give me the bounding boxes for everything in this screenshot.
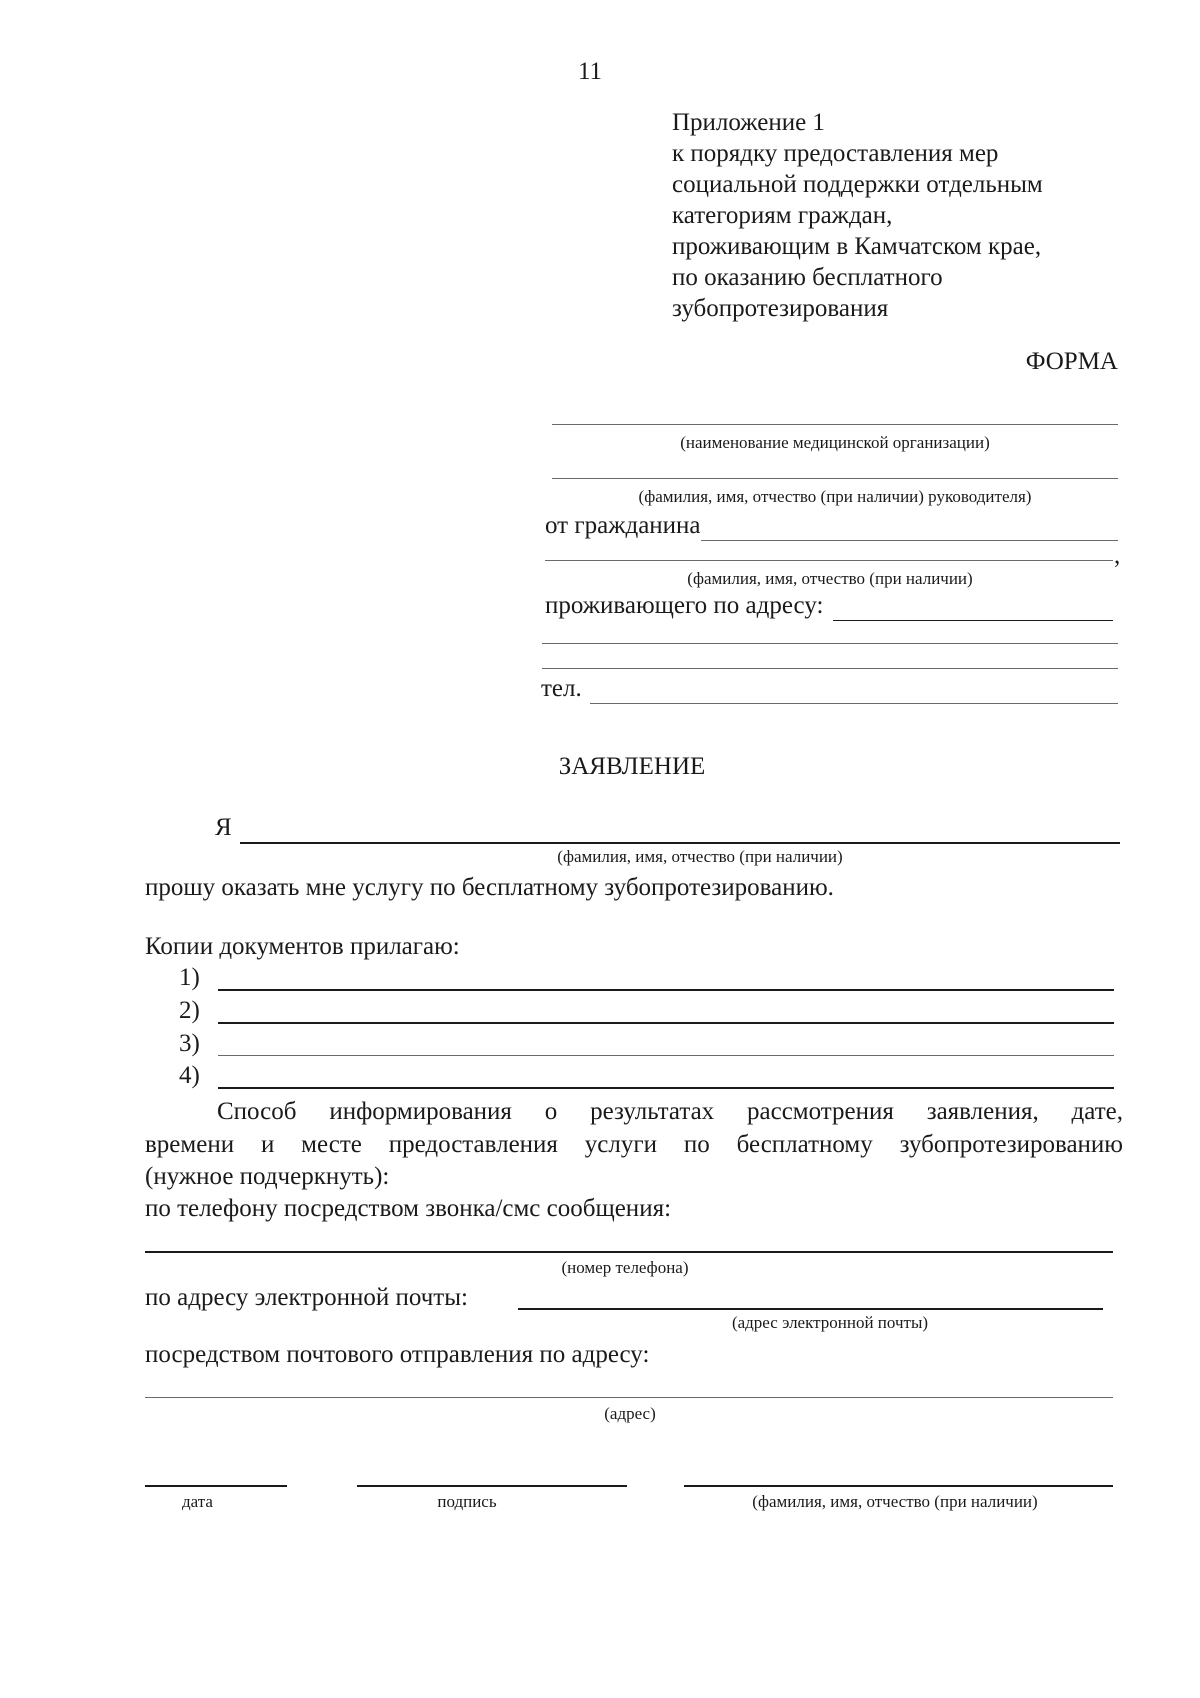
email-method-label: по адресу электронной почты: bbox=[145, 1284, 468, 1311]
attachment-line-4[interactable] bbox=[218, 1087, 1114, 1089]
date-caption: дата bbox=[182, 1492, 213, 1511]
post-address-caption: (адрес) bbox=[604, 1404, 656, 1423]
appendix-line: по оказанию бесплатного bbox=[672, 264, 943, 291]
from-label: от гражданина bbox=[545, 512, 701, 539]
address-label: проживающего по адресу: bbox=[545, 592, 824, 619]
attachments-label: Копии документов прилагаю: bbox=[145, 933, 460, 960]
appendix-line: категориям граждан, bbox=[672, 202, 893, 229]
notification-paragraph-line: (нужное подчеркнуть): bbox=[145, 1163, 390, 1190]
notification-paragraph-line: времени и месте предоставления услуги по бесплатному зубопротезированию bbox=[145, 1131, 1123, 1158]
email-caption: (адрес электронной почты) bbox=[731, 1313, 929, 1332]
signature-line[interactable] bbox=[357, 1485, 627, 1487]
notify-phone-line[interactable] bbox=[145, 1251, 1113, 1253]
appendix-line: зубопротезирования bbox=[672, 295, 889, 322]
applicant-name-line[interactable] bbox=[240, 842, 1120, 844]
phone-label: тел. bbox=[541, 675, 582, 702]
address-line[interactable] bbox=[833, 598, 1113, 621]
comma: , bbox=[1114, 542, 1121, 569]
pronoun-ya: Я bbox=[215, 814, 232, 841]
notification-paragraph-line: Способ информирования о результатах рассмотрения заявления, дате, bbox=[217, 1098, 1123, 1125]
appendix-header bbox=[672, 107, 1043, 324]
signer-name-caption: (фамилия, имя, отчество (при наличии) bbox=[752, 1492, 1038, 1511]
request-text: прошу оказать мне услугу по бесплатному зубопротезированию. bbox=[145, 874, 834, 901]
attachment-number: 3) bbox=[179, 1030, 200, 1057]
signature-caption: подпись bbox=[437, 1492, 497, 1511]
phone-row bbox=[541, 673, 1118, 704]
from-citizen-row bbox=[545, 510, 1118, 541]
post-method-label: посредством почтового отправления по адресу: bbox=[145, 1341, 650, 1368]
appendix-line: Приложение 1 bbox=[672, 109, 825, 136]
address-line-2[interactable] bbox=[542, 643, 1118, 644]
head-caption: (фамилия, имя, отчество (при наличии) руководителя) bbox=[638, 487, 1032, 506]
org-name-line[interactable] bbox=[552, 424, 1118, 425]
attachment-line-3[interactable] bbox=[218, 1055, 1114, 1056]
signer-name-line[interactable] bbox=[684, 1485, 1113, 1487]
page-number: 11 bbox=[577, 58, 603, 85]
phone-line[interactable] bbox=[590, 681, 1118, 704]
email-line[interactable] bbox=[518, 1308, 1103, 1310]
citizen-caption: (фамилия, имя, отчество (при наличии) bbox=[687, 569, 973, 588]
address-row bbox=[545, 590, 1113, 621]
appendix-line: социальной поддержки отдельным bbox=[672, 171, 1043, 198]
date-line[interactable] bbox=[145, 1485, 287, 1487]
attachment-line-2[interactable] bbox=[218, 1022, 1114, 1024]
attachment-number: 4) bbox=[179, 1062, 200, 1089]
document-title: ЗАЯВЛЕНИЕ bbox=[558, 753, 706, 780]
org-caption: (наименование медицинской организации) bbox=[680, 433, 990, 452]
post-address-line[interactable] bbox=[145, 1397, 1113, 1398]
applicant-name-caption: (фамилия, имя, отчество (при наличии) bbox=[557, 847, 843, 866]
citizen-name-line[interactable] bbox=[701, 518, 1118, 541]
attachment-number: 2) bbox=[179, 997, 200, 1024]
form-label: ФОРМА bbox=[1025, 348, 1118, 375]
notify-phone-caption: (номер телефона) bbox=[561, 1258, 689, 1277]
appendix-line: проживающим в Камчатском крае, bbox=[672, 233, 1042, 260]
appendix-line: к порядку предоставления мер bbox=[672, 140, 999, 167]
head-name-line[interactable] bbox=[552, 478, 1118, 479]
attachment-line-1[interactable] bbox=[218, 989, 1114, 991]
address-line-3[interactable] bbox=[542, 668, 1118, 669]
phone-method-label: по телефону посредством звонка/смс сообщения: bbox=[145, 1195, 672, 1222]
attachment-number: 1) bbox=[179, 964, 200, 991]
citizen-name-line-2[interactable] bbox=[545, 560, 1113, 561]
